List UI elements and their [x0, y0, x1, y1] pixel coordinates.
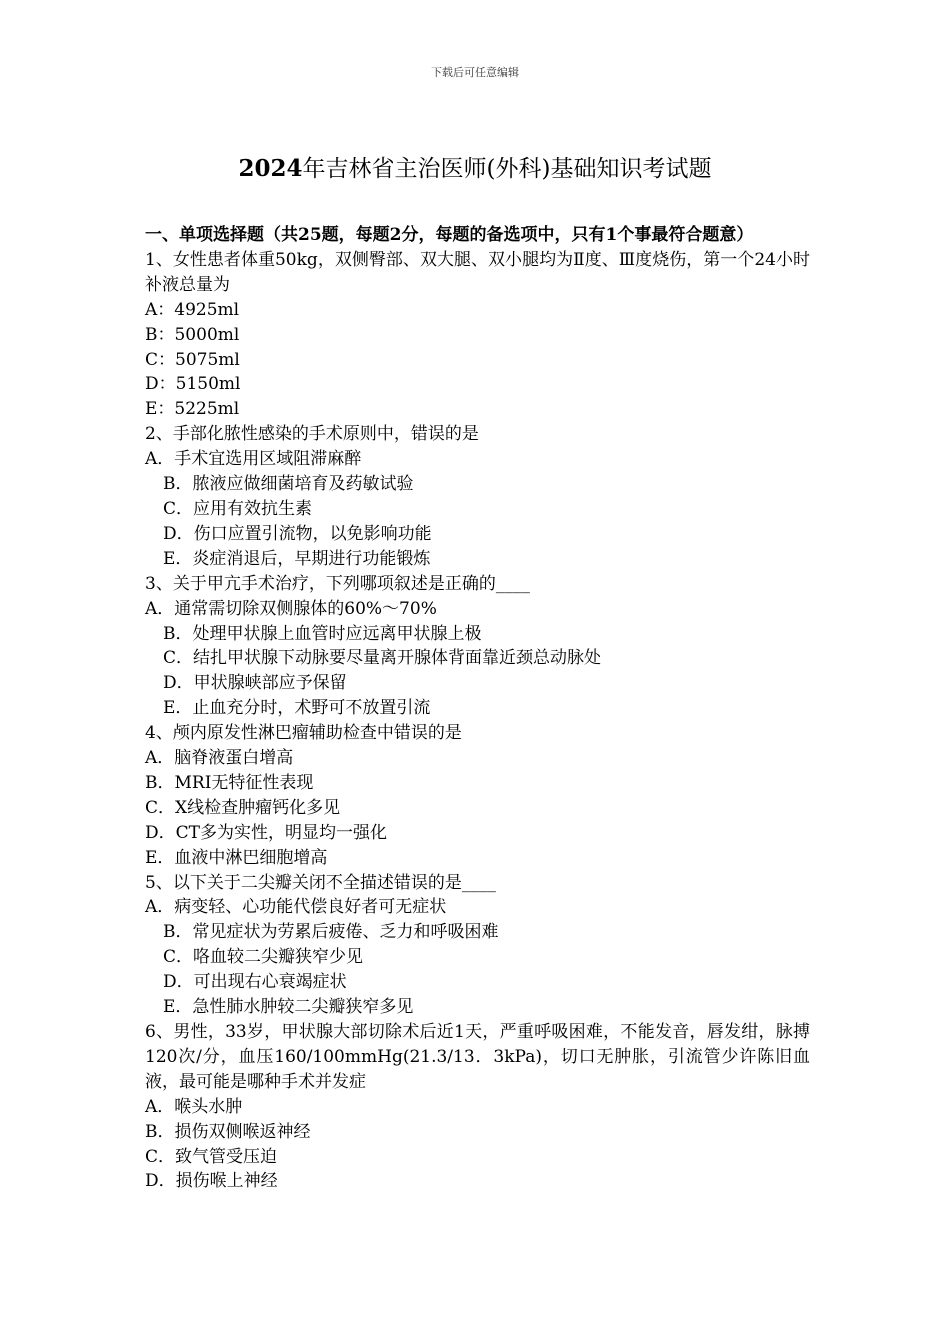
- option-d: D：5150ml: [145, 374, 241, 395]
- question-stem: 3、关于甲亢手术治疗，下列哪项叙述是正确的____: [145, 573, 530, 594]
- option-e: E：5225ml: [145, 399, 240, 420]
- question-stem: 1、女性患者体重50kg，双侧臀部、双大腿、双小腿均为Ⅱ度、Ⅲ度烧伤，第一个24小时补液总量为: [145, 249, 810, 295]
- option-a: A．脑脊液蛋白增高: [145, 748, 294, 769]
- option-a: A．手术宜选用区域阻滞麻醉: [145, 449, 362, 470]
- document-title: [0, 153, 950, 185]
- option-d: D．伤口应置引流物，以免影响功能: [163, 523, 432, 544]
- option-b: B．损伤双侧喉返神经: [145, 1121, 311, 1142]
- title-text: 年吉林省主治医师(外科)基础知识考试题: [302, 156, 712, 182]
- option-b: B：5000ml: [145, 324, 240, 345]
- question-stem: 4、颅内原发性淋巴瘤辅助检查中错误的是: [145, 723, 462, 744]
- option-b: B．常见症状为劳累后疲倦、乏力和呼吸困难: [163, 922, 499, 943]
- question-stem: 5、以下关于二尖瓣关闭不全描述错误的是____: [145, 872, 496, 893]
- title-year: 2024: [238, 155, 303, 182]
- option-b: B．MRI无特征性表现: [145, 772, 314, 793]
- option-c: C．致气管受压迫: [145, 1146, 278, 1167]
- option-d: D．CT多为实性，明显均一强化: [145, 822, 387, 843]
- option-d: D．损伤喉上神经: [145, 1171, 278, 1192]
- option-e: E．血液中淋巴细胞增高: [145, 847, 328, 868]
- question-stem: 6、男性，33岁，甲状腺大部切除术后近1天，严重呼吸困难，不能发音，唇发绀，脉搏120次/分，血压160/100mmHg(21.3/13．3kPa)，切口无肿胀，引流管少许陈旧血液，最可能是哪种手术并发症: [145, 1022, 810, 1092]
- option-c: C：5075ml: [145, 349, 240, 370]
- option-a: A．喉头水肿: [145, 1096, 243, 1117]
- option-b: B．脓液应做细菌培育及药敏试验: [163, 474, 414, 495]
- document-body: [145, 223, 810, 1194]
- header-note: 下载后可任意编辑: [431, 66, 519, 79]
- section-heading: 一、单项选择题（共25题，每题2分，每题的备选项中，只有1个事最符合题意）: [145, 225, 754, 245]
- option-d: D．可出现右心衰竭症状: [163, 972, 347, 993]
- option-c: C．应用有效抗生素: [163, 498, 313, 519]
- option-c: C．咯血较二尖瓣狭窄少见: [163, 947, 364, 968]
- option-e: E．急性肺水肿较二尖瓣狭窄多见: [163, 997, 414, 1018]
- option-b: B．处理甲状腺上血管时应远离甲状腺上极: [163, 623, 482, 644]
- option-e: E．炎症消退后，早期进行功能锻炼: [163, 548, 431, 569]
- option-c: C．结扎甲状腺下动脉要尽量离开腺体背面靠近颈总动脉处: [163, 648, 602, 669]
- option-a: A．通常需切除双侧腺体的60%～70%: [145, 598, 437, 619]
- option-c: C．X线检查肿瘤钙化多见: [145, 797, 341, 818]
- option-a: A．病变轻、心功能代偿良好者可无症状: [145, 897, 447, 918]
- question-stem: 2、手部化脓性感染的手术原则中，错误的是: [145, 424, 479, 445]
- option-e: E．止血充分时，术野可不放置引流: [163, 698, 431, 719]
- option-d: D．甲状腺峡部应予保留: [163, 673, 347, 694]
- option-a: A：4925ml: [145, 299, 240, 320]
